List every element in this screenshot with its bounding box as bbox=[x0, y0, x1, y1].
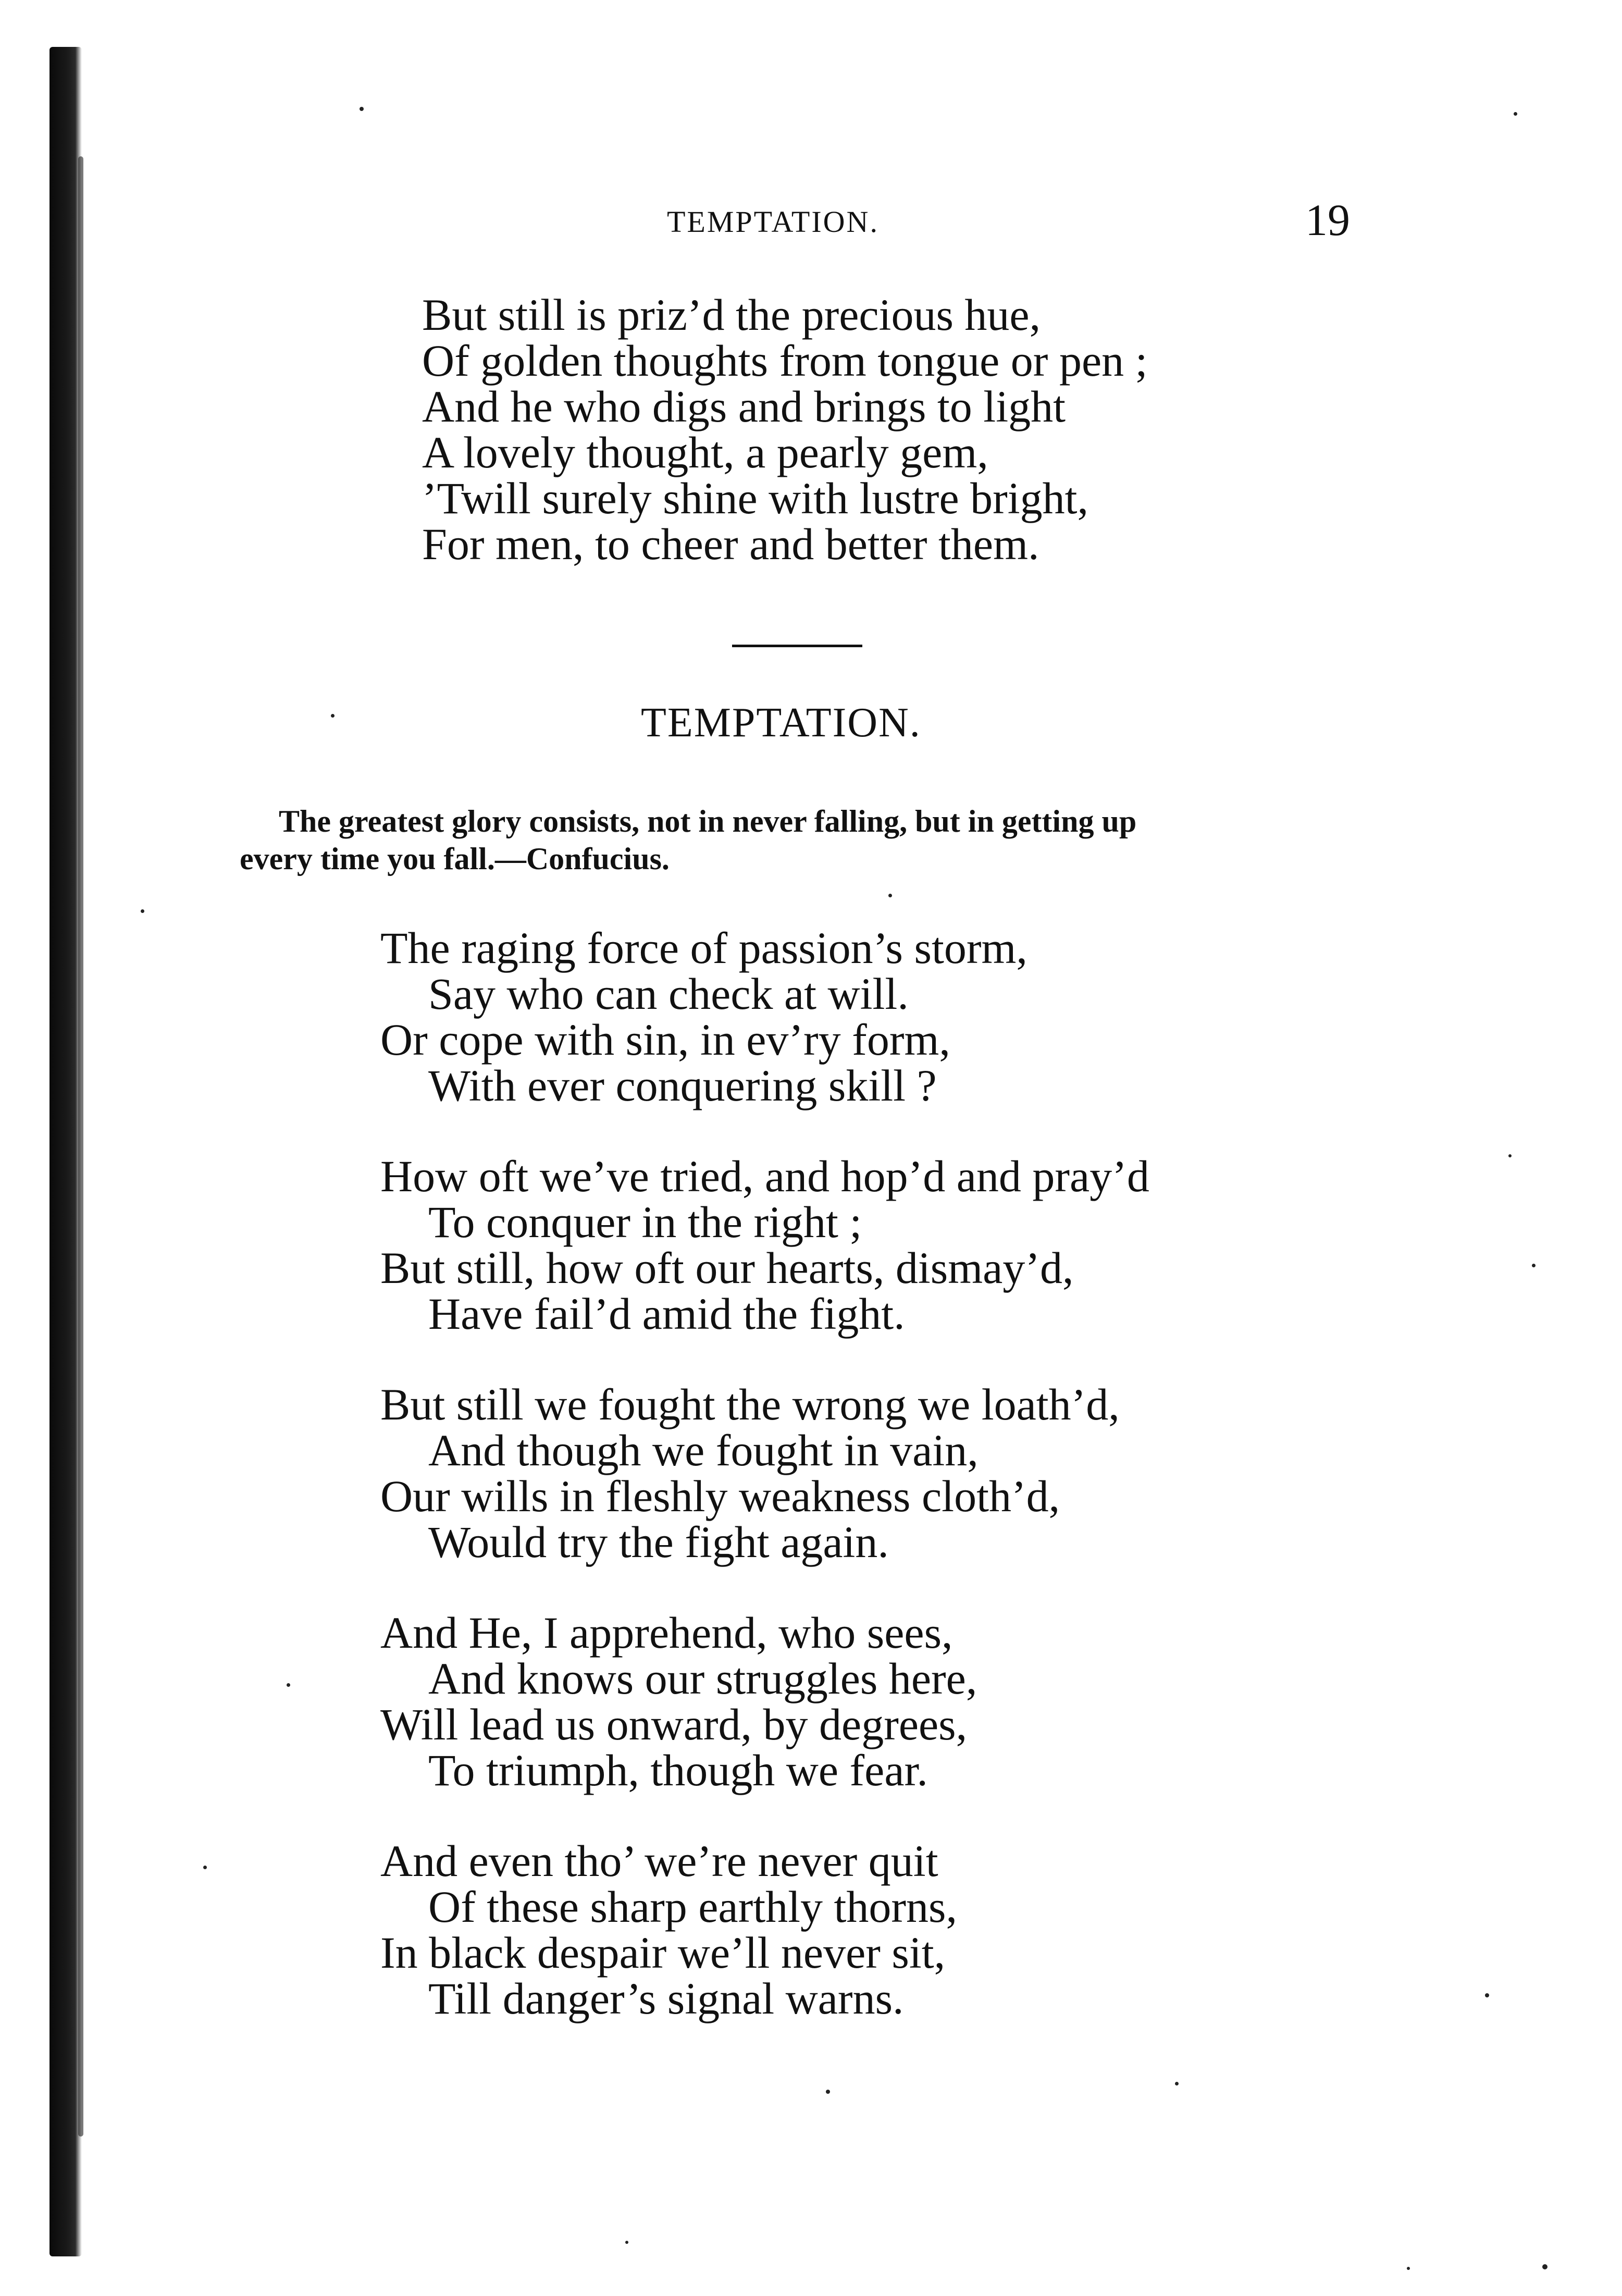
print-speck bbox=[826, 2090, 830, 2094]
print-speck bbox=[287, 1683, 290, 1687]
verse-line: To triumph, though we fear. bbox=[428, 1745, 928, 1795]
verse-line: And he who digs and brings to light bbox=[422, 381, 1066, 431]
poem-title: TEMPTATION. bbox=[641, 700, 921, 746]
verse-line: How oft we’ve tried, and hop’d and pray’d bbox=[380, 1151, 1149, 1201]
print-speck bbox=[360, 107, 364, 111]
print-speck bbox=[1542, 2264, 1547, 2269]
previous-poem-stanza bbox=[422, 292, 1148, 567]
verse-line: But still, how oft our hearts, dismay’d, bbox=[380, 1243, 1074, 1293]
verse-line: The raging force of passion’s storm, bbox=[380, 923, 1027, 973]
binding-edge-shadow bbox=[49, 47, 82, 2256]
verse-line: Of golden thoughts from tongue or pen ; bbox=[422, 336, 1148, 386]
stanza bbox=[380, 925, 1149, 1108]
page-number: 19 bbox=[1305, 195, 1350, 245]
stanza bbox=[380, 1610, 1149, 1793]
print-speck bbox=[625, 2241, 628, 2244]
verse-line: And knows our struggles here, bbox=[428, 1653, 977, 1704]
print-speck bbox=[1514, 112, 1517, 116]
verse-line: Would try the fight again. bbox=[428, 1517, 889, 1567]
print-speck bbox=[1175, 2082, 1179, 2085]
verse-line: Of these sharp earthly thorns, bbox=[428, 1882, 957, 1932]
verse-line: But still is priz’d the precious hue, bbox=[422, 290, 1041, 340]
running-title: TEMPTATION. bbox=[667, 205, 879, 239]
print-speck bbox=[1485, 1993, 1489, 1997]
verse-line: But still we fought the wrong we loath’d, bbox=[380, 1379, 1120, 1429]
verse-line: Will lead us onward, by degrees, bbox=[380, 1699, 968, 1749]
print-speck bbox=[1532, 1264, 1536, 1267]
epigraph-line: every time you fall.—Confucius. bbox=[240, 842, 670, 876]
print-speck bbox=[141, 909, 144, 913]
verse-line: Till danger’s signal warns. bbox=[428, 1973, 904, 2023]
verse-line: And even tho’ we’re never quit bbox=[380, 1836, 938, 1886]
verse-line: With ever conquering skill ? bbox=[428, 1060, 937, 1110]
print-speck bbox=[331, 714, 335, 718]
verse-line: And though we fought in vain, bbox=[428, 1425, 979, 1475]
verse-line: Say who can check at will. bbox=[428, 969, 909, 1019]
verse-line: For men, to cheer and better them. bbox=[422, 519, 1039, 569]
print-speck bbox=[1508, 1154, 1512, 1157]
stanza bbox=[380, 1153, 1149, 1337]
verse-line: To conquer in the right ; bbox=[428, 1197, 862, 1247]
verse-line: A lovely thought, a pearly gem, bbox=[422, 427, 988, 477]
print-speck bbox=[203, 1866, 207, 1869]
verse-line: Or cope with sin, in ev’ry form, bbox=[380, 1015, 950, 1065]
verse-line: Our wills in fleshly weakness cloth’d, bbox=[380, 1471, 1060, 1521]
section-divider-rule bbox=[732, 645, 862, 647]
poem-body bbox=[380, 925, 1149, 2066]
verse-line: And He, I apprehend, who sees, bbox=[380, 1608, 953, 1658]
epigraph bbox=[240, 803, 1376, 878]
binding-edge-line bbox=[78, 156, 83, 2137]
verse-line: ’Twill surely shine with lustre bright, bbox=[422, 473, 1089, 523]
print-speck bbox=[888, 894, 892, 897]
stanza bbox=[380, 1381, 1149, 1565]
epigraph-line: The greatest glory consists, not in never falling, but in getting up bbox=[279, 804, 1137, 838]
print-speck bbox=[1407, 2267, 1410, 2270]
verse-line: Have fail’d amid the fight. bbox=[428, 1289, 905, 1339]
verse-line: In black despair we’ll never sit, bbox=[380, 1928, 946, 1978]
stanza bbox=[380, 1838, 1149, 2021]
